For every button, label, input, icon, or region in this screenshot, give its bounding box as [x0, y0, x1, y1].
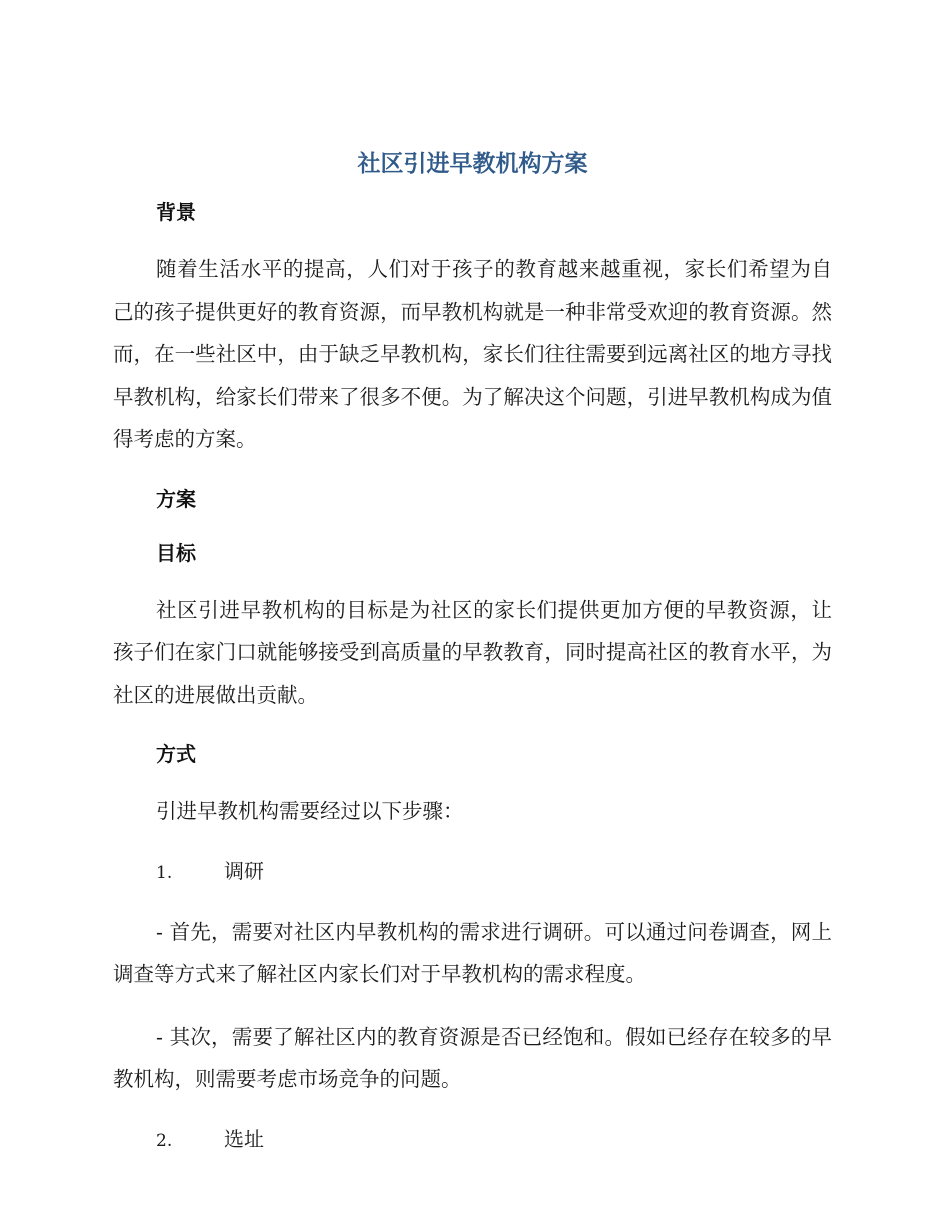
list-item-step2: [113, 1121, 832, 1159]
paragraph-goal: 社区引进早教机构的目标是为社区的家长们提供更加方便的早教资源，让孩子们在家门口就能够接受到高质量的早教教育，同时提高社区的教育水平，为社区的进展做出贡献。: [113, 597, 832, 707]
heading-background: 背景: [156, 200, 196, 224]
paragraph-step1-second: - 其次，需要了解社区内的教育资源是否已经饱和。假如已经存在较多的早教机构，则需要考虑市场竞争的问题。: [113, 1024, 832, 1091]
document-title: 社区引进早教机构方案: [357, 151, 588, 177]
list-item-step1: [113, 853, 832, 891]
list-number: 1.: [156, 862, 173, 883]
heading-plan: 方案: [156, 486, 196, 511]
paragraph-background: 随着生活水平的提高，人们对于孩子的教育越来越重视，家长们希望为自己的孩子提供更好的教育资源，而早教机构就是一种非常受欢迎的教育资源。然而，在一些社区中，由于缺乏早教机构，家长们往往需要到远离社区的地方寻找早教机构，给家长们带来了很多不便。为了解决这个问题，引进早教机构成为值得考虑的方案。: [113, 257, 832, 451]
list-number: 2.: [156, 1130, 173, 1151]
paragraph-method-intro: 引进早教机构需要经过以下步骤：: [156, 799, 464, 823]
list-label: 选址: [224, 1126, 264, 1151]
paragraph-step1-first: - 首先，需要对社区内早教机构的需求进行调研。可以通过问卷调查，网上调查等方式来了解社区内家长们对于早教机构的需求程度。: [113, 919, 832, 986]
list-label: 调研: [224, 858, 264, 883]
heading-goal: 目标: [156, 540, 196, 565]
heading-method: 方式: [156, 742, 196, 766]
